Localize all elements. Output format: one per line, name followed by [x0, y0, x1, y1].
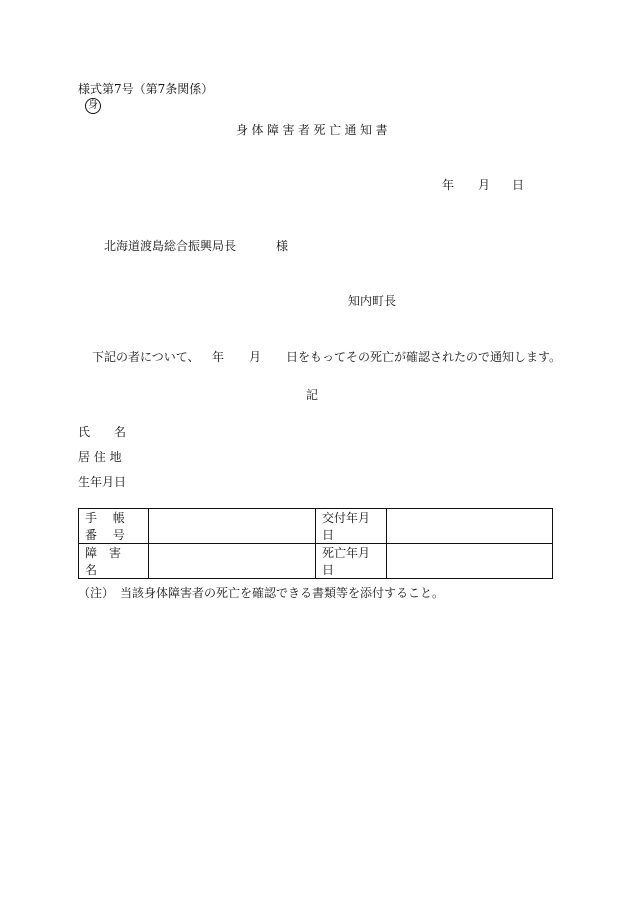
birth-date-label: 生年月日: [78, 475, 127, 489]
form-number: 様式第7号（第7条関係）: [78, 82, 214, 96]
disability-name-cell: [149, 544, 316, 579]
document-title: 身体障害者死亡通知書: [236, 123, 392, 137]
body-text-rest: 日をもってその死亡が確認されたので通知します。: [286, 350, 562, 364]
body-text-intro: 下記の者について、: [92, 350, 200, 364]
body-year-label: 年: [212, 350, 225, 364]
name-label: 氏 名: [78, 425, 127, 439]
sender: 知内町長: [348, 294, 397, 308]
footnote: （注） 当該身体障害者の死亡を確認できる書類等を添付すること。: [78, 586, 445, 600]
date-day-label: 日: [512, 178, 525, 192]
death-date-label: 死亡年月日: [316, 544, 387, 579]
disability-stamp-icon: 身: [85, 98, 101, 114]
table-row: [79, 509, 553, 544]
body-month-label: 月: [249, 350, 262, 364]
ki-heading: 記: [306, 388, 319, 402]
recipient: 北海道渡島総合振興局長: [104, 239, 237, 253]
issue-date-label: 交付年月日: [316, 509, 387, 544]
recipient-honorific: 様: [276, 239, 289, 253]
date-month-label: 月: [478, 178, 491, 192]
handbook-number-label: 手 帳 番 号: [79, 509, 149, 544]
date-year-label: 年: [442, 178, 455, 192]
issue-date-cell: [387, 509, 553, 544]
death-date-cell: [387, 544, 553, 579]
address-label: 居 住 地: [78, 450, 122, 464]
disability-name-label: 障 害 名: [79, 544, 149, 579]
info-table: [78, 508, 553, 579]
table-row: [79, 544, 553, 579]
handbook-number-cell: [149, 509, 316, 544]
